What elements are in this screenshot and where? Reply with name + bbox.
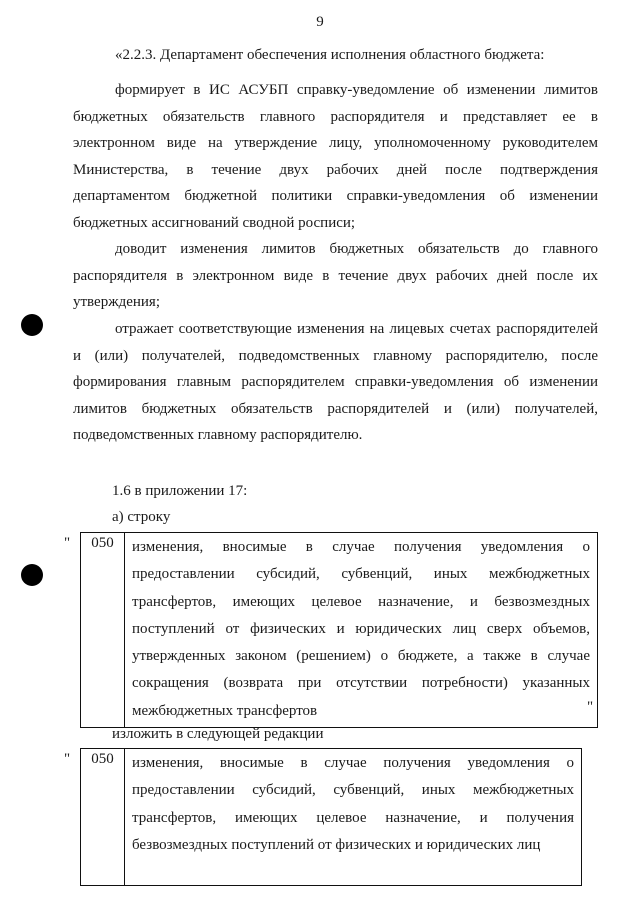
row-code: 050 <box>81 533 125 728</box>
replace-label: изложить в следующей редакции <box>112 726 324 742</box>
punch-hole <box>21 314 43 336</box>
row-text: изменения, вносимые в случае получения уведомления о предоставлении субсидий, субвенций, иных межбюджетных трансфертов, имеющих целевое назначение, и безвозмездных поступлений от физических и юридических лиц сверх объемов, утвержденных законом (решением) о бюджете, а также в случае сокращения (возврата при отсутствии потребности) указанных межбюджетных трансфертов <box>125 533 598 728</box>
paragraph: доводит изменения лимитов бюджетных обязательств до главного распорядителя в электронном виде в течение двух рабочих дней после их утверждения; <box>73 241 598 311</box>
punch-hole <box>21 564 43 586</box>
opening-quote: " <box>64 751 71 767</box>
new-row-table <box>80 748 582 886</box>
opening-quote: " <box>64 535 71 551</box>
item-label: а) строку <box>112 509 171 525</box>
closing-quote: " <box>587 699 594 715</box>
old-row-table <box>80 532 598 728</box>
paragraph: формирует в ИС АСУБП справку-уведомление об изменении лимитов бюджетных обязательств главного распорядителя и представляет ее в электронном виде на утверждение лицу, уполномоченному руководителем Министерства, в течение двух рабочих дней после подтверждения департаментом бюджетной политики справки-уведомления об изменении бюджетных ассигнований сводной росписи; <box>73 82 598 231</box>
row-text: изменения, вносимые в случае получения уведомления о предоставлении субсидий, субвенций, иных межбюджетных трансфертов, имеющих целевое назначение, и получения безвозмездных поступлений от физических и юридических лиц <box>125 749 582 886</box>
paragraph: отражает соответствующие изменения на лицевых счетах распорядителей и (или) получателей, подведомственных главному распорядителю, после формирования главным распорядителем справки-уведомления об изменении лимитов бюджетных обязательств распорядителей и (или) получателей, подведомственных главному распорядителю. <box>73 321 598 444</box>
row-code: 050 <box>81 749 125 886</box>
page-number: 9 <box>316 14 324 30</box>
section-label: 1.6 в приложении 17: <box>112 483 248 499</box>
paragraph-heading: «2.2.3. Департамент обеспечения исполнения областного бюджета: <box>115 47 545 63</box>
